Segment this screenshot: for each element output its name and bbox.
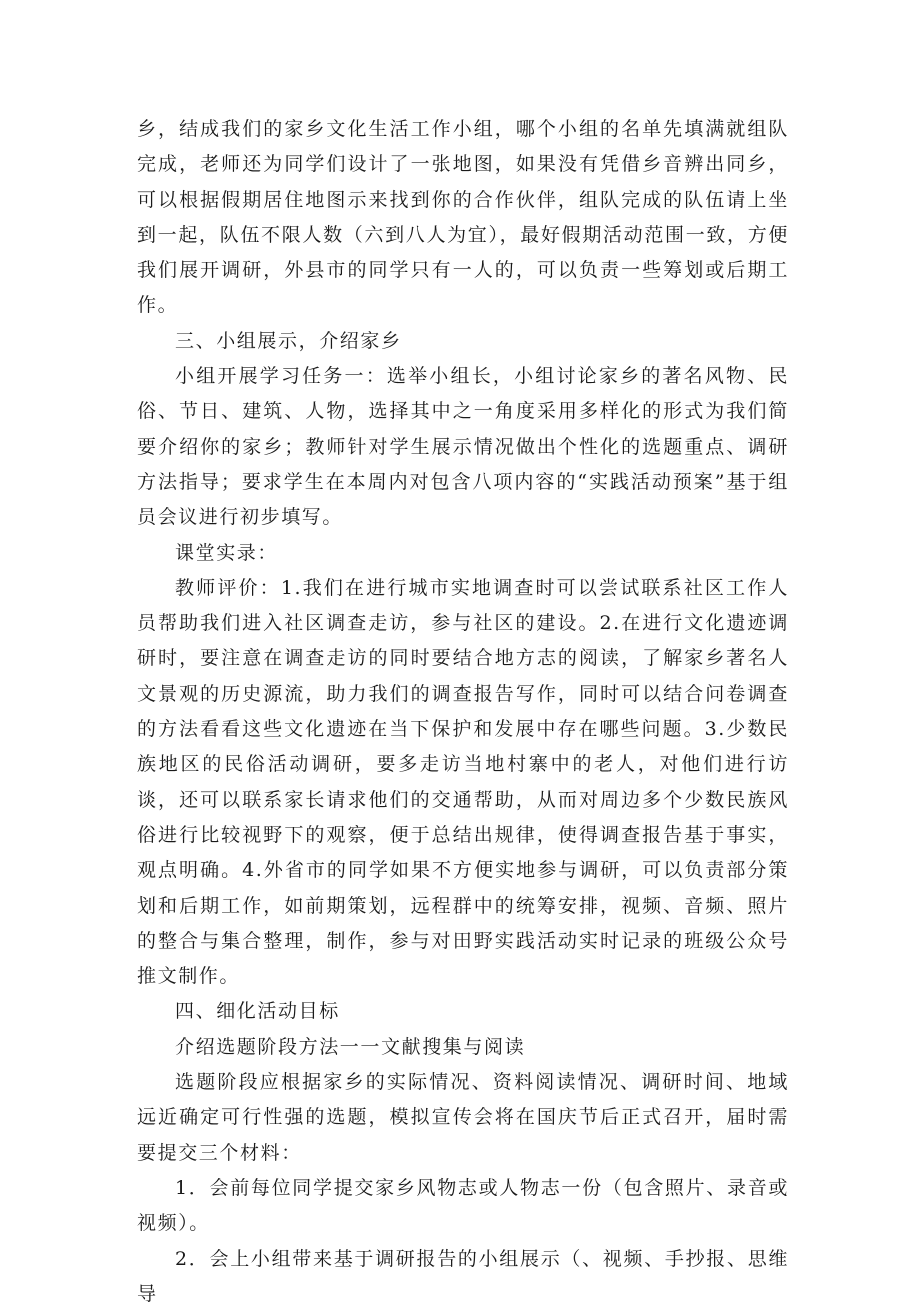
document-body — [137, 112, 789, 1312]
section-heading-four: 四、细化活动目标 — [137, 994, 789, 1029]
list-item-material-one: 1．会前每位同学提交家乡风物志或人物志一份（包含照片、录音或视频）。 — [137, 1171, 789, 1242]
list-item-material-two: 2．会上小组带来基于调研报告的小组展示（、视频、手抄报、思维导 — [137, 1242, 789, 1312]
paragraph-continuation: 乡，结成我们的家乡文化生活工作小组，哪个小组的名单先填满就组队完成，老师还为同学们设计了一张地图，如果没有凭借乡音辨出同乡，可以根据假期居住地图示来找到你的合作伙伴，组队完成的队伍请上坐到一起，队伍不限人数（六到八人为宜），最好假期活动范围一致，方便我们展开调研，外县市的同学只有一人的，可以负责一些筹划或后期工作。 — [137, 112, 789, 324]
paragraph-method-intro: 介绍选题阶段方法一一文献搜集与阅读 — [137, 1030, 789, 1065]
paragraph-topic-stage: 选题阶段应根据家乡的实际情况、资料阅读情况、调研时间、地域远近确定可行性强的选题，模拟宣传会将在国庆节后正式召开，届时需要提交三个材料： — [137, 1065, 789, 1171]
section-heading-three: 三、小组展示，介绍家乡 — [137, 324, 789, 359]
paragraph-teacher-evaluation: 教师评价：1.我们在进行城市实地调查时可以尝试联系社区工作人员帮助我们进入社区调查走访，参与社区的建设。2.在进行文化遗迹调研时，要注意在调查走访的同时要结合地方志的阅读，了解家乡著名人文景观的历史源流，助力我们的调查报告写作，同时可以结合问卷调查的方法看看这些文化遗迹在当下保护和发展中存在哪些问题。3.少数民族地区的民俗活动调研，要多走访当地村寨中的老人，对他们进行访谈，还可以联系家长请求他们的交通帮助，从而对周边多个少数民族风俗进行比较视野下的观察，便于总结出规律，使得调查报告基于事实，观点明确。4.外省市的同学如果不方便实地参与调研，可以负责部分策划和后期工作，如前期策划，远程群中的统筹安排，视频、音频、照片的整合与集合整理，制作，参与对田野实践活动实时记录的班级公众号推文制作。 — [137, 571, 789, 995]
paragraph-class-record-label: 课堂实录： — [137, 536, 789, 571]
paragraph-task-one: 小组开展学习任务一：选举小组长，小组讨论家乡的著名风物、民俗、节日、建筑、人物，选择其中之一角度采用多样化的形式为我们简要介绍你的家乡；教师针对学生展示情况做出个性化的选题重点、调研方法指导；要求学生在本周内对包含八项内容的“实践活动预案”基于组员会议进行初步填写。 — [137, 359, 789, 535]
